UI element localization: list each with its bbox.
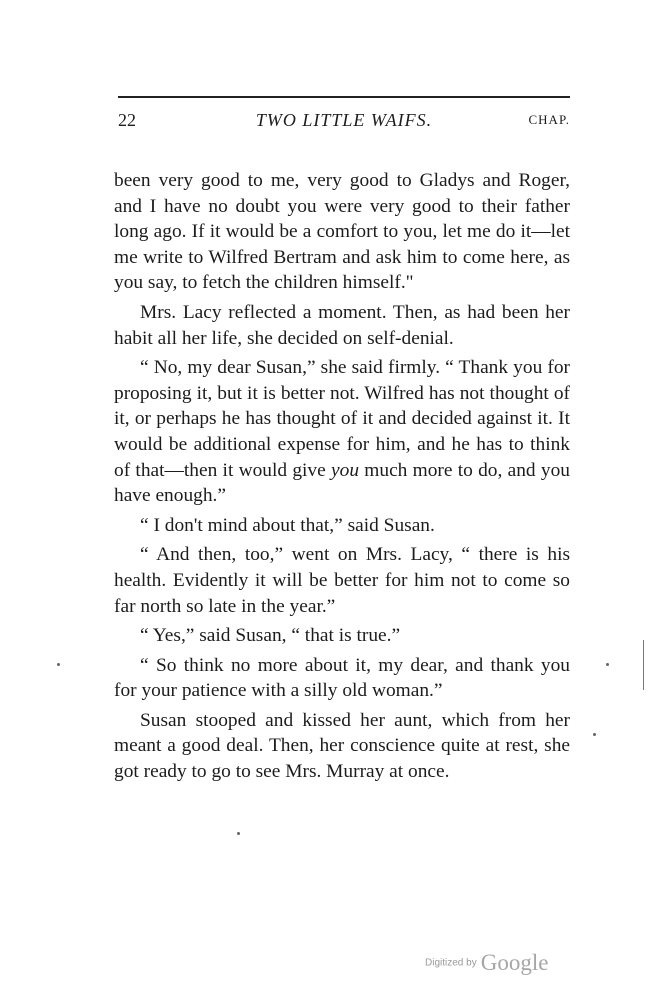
- scan-edge-mark: [643, 640, 644, 690]
- running-header: [118, 110, 570, 136]
- running-title: TWO LITTLE WAIFS.: [255, 110, 433, 130]
- scan-speck: [606, 663, 609, 666]
- paragraph: “ Yes,” said Susan, “ that is true.”: [140, 625, 401, 647]
- paragraph: Susan stooped and kissed her aunt, which from her meant a good deal. Then, her conscience quite at rest, she got ready to go to see Mrs. Murray at once.: [114, 709, 570, 783]
- paragraph: “ And then, too,” went on Mrs. Lacy, “ there is his health. Evidently it will be better for him not to come so far north so late in the year.”: [114, 544, 570, 617]
- google-logo: Google: [480, 950, 549, 975]
- page-number: 22: [118, 110, 136, 130]
- paragraph: been very good to me, very good to Gladys and Roger, and I have no doubt you were very good to their father long ago. If it would be a comfort to you, let me do it—let me write to Wilfred Bertram and ask him to come here, as you say, to fetch the children himself.": [114, 170, 570, 294]
- paragraph: “ So think no more about it, my dear, and thank you for your patience with a silly old woman.”: [114, 654, 570, 702]
- paragraph-text: much more to do, and you have enough.”: [114, 459, 570, 507]
- header-rule: [118, 96, 570, 98]
- emphasis-text: you: [331, 459, 360, 481]
- body-text: [114, 168, 570, 785]
- paragraph: Mrs. Lacy reflected a moment. Then, as had been her habit all her life, she decided on self-denial.: [114, 301, 570, 349]
- digitized-watermark: [425, 950, 548, 976]
- paragraph-text: “ No, my dear Susan,” she said firmly. “ Thank you for proposing it, but it is better not. Wilfred has not thought of it, or perhaps he has thought of it and decided against it. It would be additional expense for him, and he has to think of that—then it would give: [114, 357, 570, 481]
- paragraph: “ I don't mind about that,” said Susan.: [140, 514, 435, 536]
- digitized-label: Digitized by: [425, 957, 477, 969]
- paragraph: [114, 355, 570, 509]
- scan-speck: [237, 832, 240, 835]
- chapter-label: CHAP.: [528, 112, 570, 127]
- scan-speck: [593, 733, 596, 736]
- scan-speck: [57, 663, 60, 666]
